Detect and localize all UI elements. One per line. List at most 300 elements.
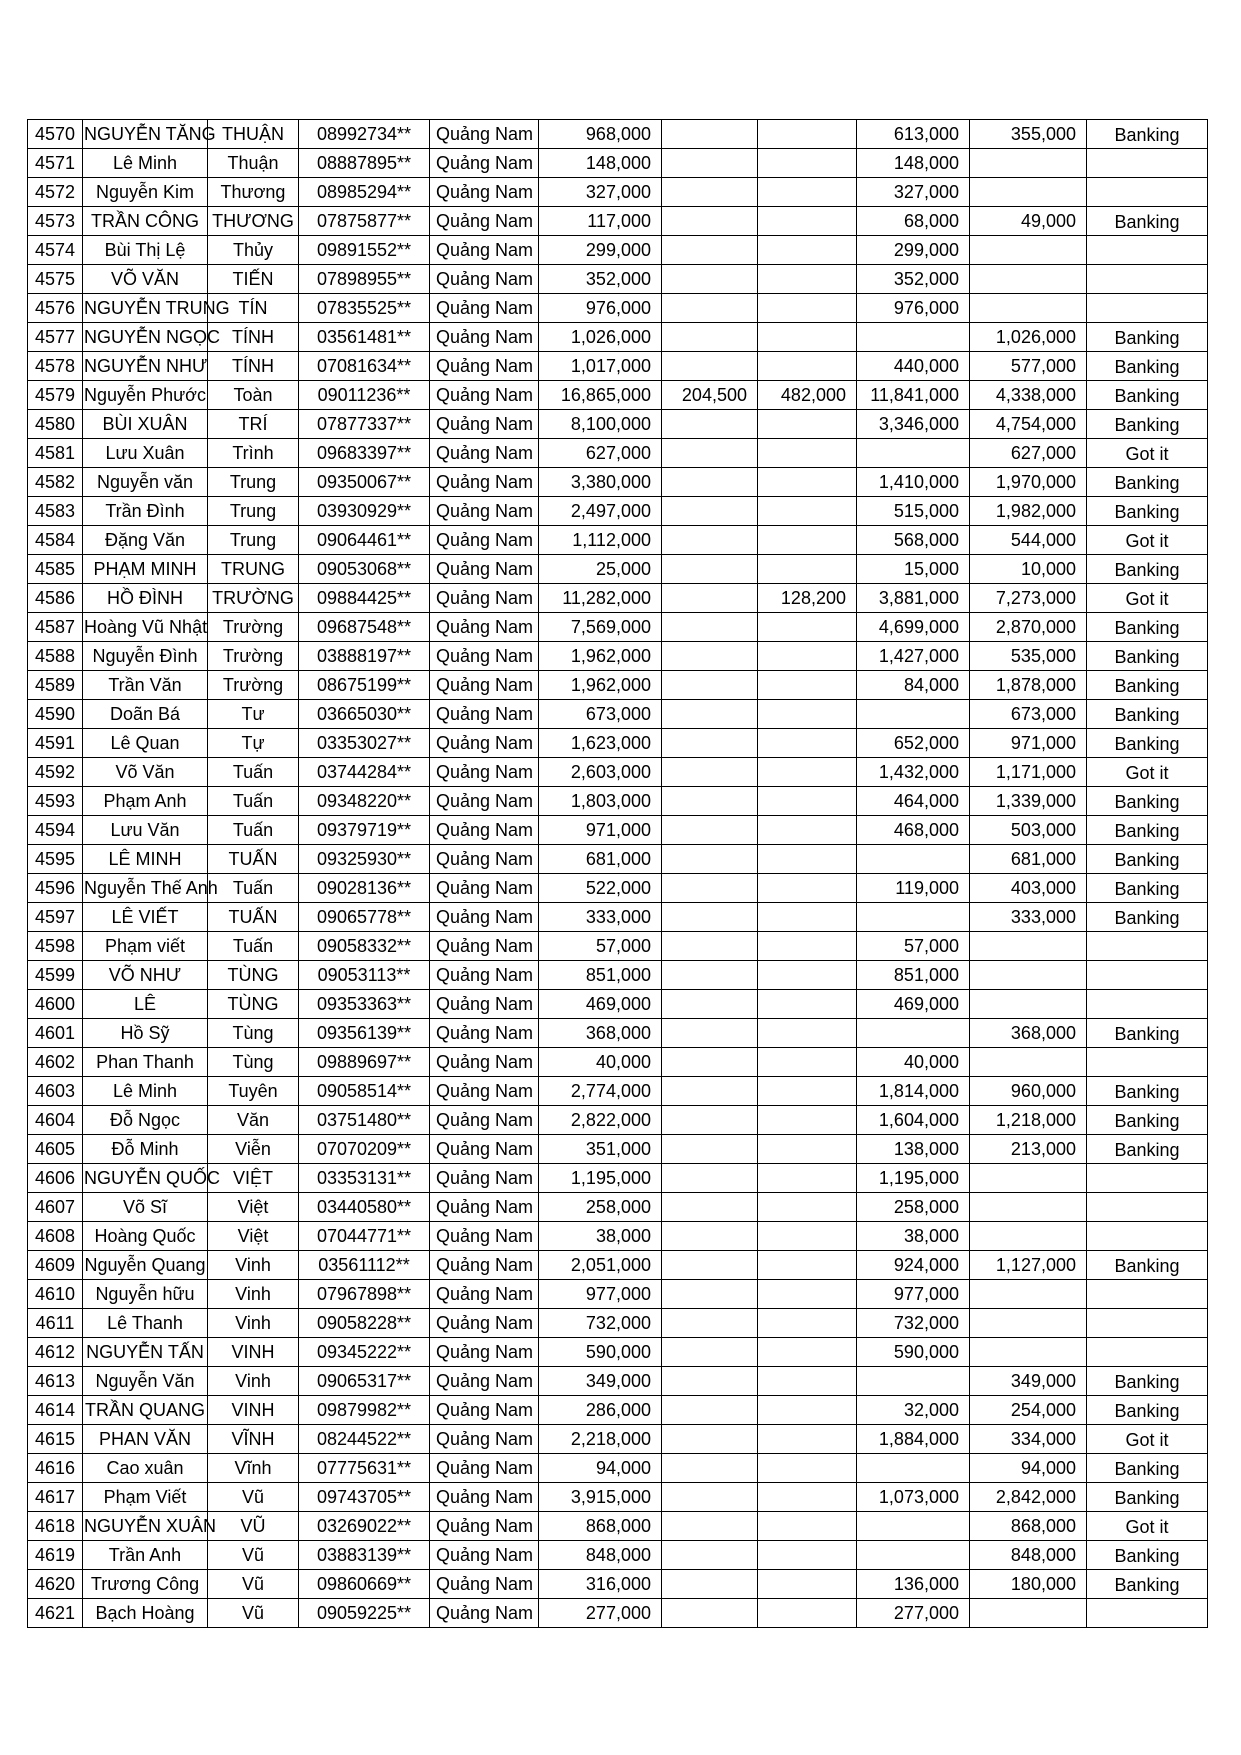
paid-amount-cell: 1,427,000 [857,642,970,671]
name-cell: VĨNH [208,1425,299,1454]
total-amount-cell: 258,000 [539,1193,662,1222]
record-id-cell: 4606 [28,1164,83,1193]
deduction-b-cell [758,265,857,294]
table-row [28,1454,1208,1483]
province-cell: Quảng Nam [430,1541,539,1570]
deduction-b-cell [758,1222,857,1251]
name-cell: Trung [208,526,299,555]
total-amount-cell: 299,000 [539,236,662,265]
given-names-cell: Lưu Xuân [83,439,208,468]
table-row [28,1106,1208,1135]
name-cell: Vinh [208,1367,299,1396]
name-cell: Tuấn [208,816,299,845]
total-amount-cell: 8,100,000 [539,410,662,439]
province-cell: Quảng Nam [430,1048,539,1077]
paid-amount-cell: 15,000 [857,555,970,584]
deduction-a-cell [662,1454,758,1483]
payment-method-cell [1087,1599,1208,1628]
deduction-a-cell [662,1599,758,1628]
phone-number-cell: 03930929** [299,497,430,526]
remaining-amount-cell: 1,127,000 [970,1251,1087,1280]
given-names-cell: NGUYỄN NHƯ [83,352,208,381]
total-amount-cell: 352,000 [539,265,662,294]
given-names-cell: Hoàng Vũ Nhật [83,613,208,642]
paid-amount-cell: 299,000 [857,236,970,265]
paid-amount-cell [857,700,970,729]
paid-amount-cell: 568,000 [857,526,970,555]
deduction-a-cell [662,526,758,555]
table-row [28,439,1208,468]
table-row [28,1512,1208,1541]
record-id-cell: 4598 [28,932,83,961]
name-cell: TRUNG [208,555,299,584]
payment-method-cell: Banking [1087,787,1208,816]
deduction-b-cell [758,236,857,265]
province-cell: Quảng Nam [430,1454,539,1483]
payment-method-cell [1087,1338,1208,1367]
paid-amount-cell [857,1367,970,1396]
phone-number-cell: 09059225** [299,1599,430,1628]
name-cell: Viễn [208,1135,299,1164]
given-names-cell: Lưu Văn [83,816,208,845]
paid-amount-cell: 464,000 [857,787,970,816]
table-row [28,874,1208,903]
deduction-b-cell [758,1193,857,1222]
total-amount-cell: 681,000 [539,845,662,874]
table-row [28,1048,1208,1077]
deduction-b-cell [758,613,857,642]
deduction-a-cell [662,120,758,149]
deduction-a-cell [662,729,758,758]
paid-amount-cell: 4,699,000 [857,613,970,642]
deduction-a-cell [662,1106,758,1135]
phone-number-cell: 09065778** [299,903,430,932]
given-names-cell: Trần Văn [83,671,208,700]
payment-method-cell [1087,1048,1208,1077]
total-amount-cell: 333,000 [539,903,662,932]
payment-method-cell: Banking [1087,1367,1208,1396]
deduction-b-cell [758,149,857,178]
remaining-amount-cell: 4,754,000 [970,410,1087,439]
name-cell: VINH [208,1396,299,1425]
record-id-cell: 4575 [28,265,83,294]
name-cell: Trung [208,497,299,526]
total-amount-cell: 1,026,000 [539,323,662,352]
payment-method-cell: Got it [1087,758,1208,787]
paid-amount-cell [857,1541,970,1570]
payment-method-cell: Banking [1087,1251,1208,1280]
paid-amount-cell: 469,000 [857,990,970,1019]
table-row [28,1396,1208,1425]
payment-method-cell: Banking [1087,613,1208,642]
given-names-cell: Nguyễn Quang [83,1251,208,1280]
phone-number-cell: 09860669** [299,1570,430,1599]
payment-ledger-table [27,119,1208,1628]
paid-amount-cell: 3,881,000 [857,584,970,613]
table-row [28,1367,1208,1396]
record-id-cell: 4602 [28,1048,83,1077]
table-row [28,1338,1208,1367]
payment-method-cell [1087,932,1208,961]
phone-number-cell: 07877337** [299,410,430,439]
total-amount-cell: 1,803,000 [539,787,662,816]
paid-amount-cell: 119,000 [857,874,970,903]
table-row [28,1164,1208,1193]
deduction-b-cell [758,671,857,700]
remaining-amount-cell: 10,000 [970,555,1087,584]
remaining-amount-cell: 349,000 [970,1367,1087,1396]
phone-number-cell: 09064461** [299,526,430,555]
deduction-a-cell [662,236,758,265]
deduction-a-cell [662,845,758,874]
deduction-a-cell [662,932,758,961]
phone-number-cell: 09053068** [299,555,430,584]
table-row [28,1193,1208,1222]
table-row [28,1309,1208,1338]
remaining-amount-cell [970,236,1087,265]
province-cell: Quảng Nam [430,1222,539,1251]
deduction-b-cell [758,729,857,758]
total-amount-cell: 2,218,000 [539,1425,662,1454]
record-id-cell: 4590 [28,700,83,729]
total-amount-cell: 976,000 [539,294,662,323]
province-cell: Quảng Nam [430,1396,539,1425]
table-row [28,236,1208,265]
phone-number-cell: 03888197** [299,642,430,671]
name-cell: TÍNH [208,323,299,352]
deduction-a-cell [662,1048,758,1077]
remaining-amount-cell: 544,000 [970,526,1087,555]
table-row [28,1135,1208,1164]
province-cell: Quảng Nam [430,265,539,294]
deduction-b-cell [758,352,857,381]
payment-method-cell [1087,294,1208,323]
table-row [28,207,1208,236]
record-id-cell: 4582 [28,468,83,497]
record-id-cell: 4574 [28,236,83,265]
deduction-b-cell [758,1338,857,1367]
province-cell: Quảng Nam [430,294,539,323]
paid-amount-cell: 977,000 [857,1280,970,1309]
deduction-a-cell [662,903,758,932]
remaining-amount-cell: 94,000 [970,1454,1087,1483]
payment-method-cell: Banking [1087,700,1208,729]
record-id-cell: 4609 [28,1251,83,1280]
table-row [28,758,1208,787]
record-id-cell: 4591 [28,729,83,758]
remaining-amount-cell: 2,870,000 [970,613,1087,642]
paid-amount-cell [857,1019,970,1048]
record-id-cell: 4573 [28,207,83,236]
deduction-a-cell [662,613,758,642]
payment-method-cell: Got it [1087,584,1208,613]
phone-number-cell: 09891552** [299,236,430,265]
deduction-b-cell [758,1280,857,1309]
record-id-cell: 4597 [28,903,83,932]
name-cell: Trường [208,671,299,700]
deduction-a-cell [662,294,758,323]
record-id-cell: 4584 [28,526,83,555]
deduction-a-cell [662,1425,758,1454]
paid-amount-cell: 1,604,000 [857,1106,970,1135]
record-id-cell: 4583 [28,497,83,526]
paid-amount-cell: 38,000 [857,1222,970,1251]
paid-amount-cell: 652,000 [857,729,970,758]
record-id-cell: 4603 [28,1077,83,1106]
given-names-cell: Hoàng Quốc [83,1222,208,1251]
remaining-amount-cell: 213,000 [970,1135,1087,1164]
name-cell: Trường [208,642,299,671]
paid-amount-cell: 136,000 [857,1570,970,1599]
given-names-cell: Phan Thanh [83,1048,208,1077]
total-amount-cell: 469,000 [539,990,662,1019]
deduction-b-cell [758,1164,857,1193]
record-id-cell: 4605 [28,1135,83,1164]
remaining-amount-cell: 403,000 [970,874,1087,903]
paid-amount-cell: 1,814,000 [857,1077,970,1106]
paid-amount-cell: 258,000 [857,1193,970,1222]
province-cell: Quảng Nam [430,1309,539,1338]
deduction-b-cell [758,555,857,584]
paid-amount-cell: 976,000 [857,294,970,323]
phone-number-cell: 03440580** [299,1193,430,1222]
total-amount-cell: 732,000 [539,1309,662,1338]
phone-number-cell: 09058228** [299,1309,430,1338]
name-cell: Vĩnh [208,1454,299,1483]
province-cell: Quảng Nam [430,1193,539,1222]
total-amount-cell: 1,962,000 [539,671,662,700]
total-amount-cell: 7,569,000 [539,613,662,642]
phone-number-cell: 07967898** [299,1280,430,1309]
remaining-amount-cell: 2,842,000 [970,1483,1087,1512]
name-cell: Toàn [208,381,299,410]
payment-method-cell: Banking [1087,671,1208,700]
given-names-cell: Cao xuân [83,1454,208,1483]
remaining-amount-cell: 49,000 [970,207,1087,236]
phone-number-cell: 09884425** [299,584,430,613]
payment-method-cell: Banking [1087,1077,1208,1106]
remaining-amount-cell [970,1193,1087,1222]
province-cell: Quảng Nam [430,207,539,236]
total-amount-cell: 627,000 [539,439,662,468]
total-amount-cell: 968,000 [539,120,662,149]
table-row [28,1570,1208,1599]
deduction-a-cell [662,700,758,729]
phone-number-cell: 07081634** [299,352,430,381]
name-cell: Tư [208,700,299,729]
payment-method-cell [1087,149,1208,178]
record-id-cell: 4578 [28,352,83,381]
table-row [28,787,1208,816]
paid-amount-cell [857,323,970,352]
paid-amount-cell: 613,000 [857,120,970,149]
table-row [28,1019,1208,1048]
record-id-cell: 4594 [28,816,83,845]
phone-number-cell: 09743705** [299,1483,430,1512]
given-names-cell: NGUYỄN XUÂN [83,1512,208,1541]
province-cell: Quảng Nam [430,1106,539,1135]
deduction-a-cell [662,410,758,439]
deduction-a-cell [662,555,758,584]
deduction-b-cell [758,1425,857,1454]
paid-amount-cell: 11,841,000 [857,381,970,410]
name-cell: VINH [208,1338,299,1367]
phone-number-cell: 03883139** [299,1541,430,1570]
remaining-amount-cell [970,961,1087,990]
phone-number-cell: 09058514** [299,1077,430,1106]
deduction-a-cell [662,265,758,294]
phone-number-cell: 07835525** [299,294,430,323]
province-cell: Quảng Nam [430,236,539,265]
record-id-cell: 4600 [28,990,83,1019]
deduction-a-cell [662,1193,758,1222]
record-id-cell: 4613 [28,1367,83,1396]
remaining-amount-cell: 1,026,000 [970,323,1087,352]
total-amount-cell: 94,000 [539,1454,662,1483]
payment-method-cell [1087,961,1208,990]
payment-method-cell [1087,178,1208,207]
record-id-cell: 4618 [28,1512,83,1541]
province-cell: Quảng Nam [430,990,539,1019]
phone-number-cell: 03665030** [299,700,430,729]
name-cell: Vũ [208,1541,299,1570]
given-names-cell: NGUYỄN TRUNG [83,294,208,323]
remaining-amount-cell: 7,273,000 [970,584,1087,613]
deduction-b-cell [758,903,857,932]
table-row [28,1251,1208,1280]
name-cell: Vũ [208,1570,299,1599]
table-row [28,642,1208,671]
given-names-cell: Nguyễn Đình [83,642,208,671]
province-cell: Quảng Nam [430,613,539,642]
given-names-cell: VÕ VĂN [83,265,208,294]
name-cell: Tự [208,729,299,758]
total-amount-cell: 1,623,000 [539,729,662,758]
phone-number-cell: 03353027** [299,729,430,758]
given-names-cell: Nguyễn Văn [83,1367,208,1396]
paid-amount-cell [857,1512,970,1541]
deduction-b-cell: 128,200 [758,584,857,613]
name-cell: Trình [208,439,299,468]
deduction-b-cell [758,323,857,352]
phone-number-cell: 09687548** [299,613,430,642]
remaining-amount-cell [970,149,1087,178]
phone-number-cell: 07070209** [299,1135,430,1164]
province-cell: Quảng Nam [430,381,539,410]
province-cell: Quảng Nam [430,1135,539,1164]
deduction-b-cell [758,1512,857,1541]
table-row [28,265,1208,294]
remaining-amount-cell [970,1222,1087,1251]
name-cell: TÙNG [208,990,299,1019]
name-cell: Tuyên [208,1077,299,1106]
province-cell: Quảng Nam [430,1570,539,1599]
payment-method-cell: Banking [1087,381,1208,410]
paid-amount-cell [857,845,970,874]
given-names-cell: Phạm Viết [83,1483,208,1512]
paid-amount-cell: 352,000 [857,265,970,294]
given-names-cell: Bùi Thị Lệ [83,236,208,265]
deduction-a-cell [662,787,758,816]
paid-amount-cell: 277,000 [857,1599,970,1628]
phone-number-cell: 08992734** [299,120,430,149]
deduction-a-cell [662,1483,758,1512]
deduction-a-cell [662,323,758,352]
table-row [28,845,1208,874]
deduction-b-cell: 482,000 [758,381,857,410]
deduction-b-cell [758,1048,857,1077]
paid-amount-cell: 1,884,000 [857,1425,970,1454]
payment-method-cell: Got it [1087,1425,1208,1454]
table-row [28,468,1208,497]
total-amount-cell: 851,000 [539,961,662,990]
record-id-cell: 4596 [28,874,83,903]
name-cell: Vinh [208,1280,299,1309]
phone-number-cell: 03751480** [299,1106,430,1135]
table-row [28,903,1208,932]
table-row [28,671,1208,700]
record-id-cell: 4599 [28,961,83,990]
remaining-amount-cell: 180,000 [970,1570,1087,1599]
province-cell: Quảng Nam [430,845,539,874]
province-cell: Quảng Nam [430,671,539,700]
deduction-b-cell [758,1135,857,1164]
payment-method-cell: Banking [1087,323,1208,352]
total-amount-cell: 868,000 [539,1512,662,1541]
record-id-cell: 4577 [28,323,83,352]
total-amount-cell: 40,000 [539,1048,662,1077]
ledger-body [28,120,1208,1628]
payment-method-cell: Banking [1087,642,1208,671]
total-amount-cell: 38,000 [539,1222,662,1251]
deduction-b-cell [758,1396,857,1425]
deduction-b-cell [758,120,857,149]
total-amount-cell: 1,017,000 [539,352,662,381]
total-amount-cell: 673,000 [539,700,662,729]
deduction-b-cell [758,1309,857,1338]
given-names-cell: Trương Công [83,1570,208,1599]
record-id-cell: 4593 [28,787,83,816]
given-names-cell: Nguyễn Phước [83,381,208,410]
remaining-amount-cell: 503,000 [970,816,1087,845]
record-id-cell: 4586 [28,584,83,613]
record-id-cell: 4585 [28,555,83,584]
remaining-amount-cell [970,265,1087,294]
given-names-cell: Đặng Văn [83,526,208,555]
table-row [28,961,1208,990]
paid-amount-cell: 68,000 [857,207,970,236]
phone-number-cell: 09065317** [299,1367,430,1396]
deduction-b-cell [758,526,857,555]
total-amount-cell: 977,000 [539,1280,662,1309]
record-id-cell: 4621 [28,1599,83,1628]
remaining-amount-cell: 333,000 [970,903,1087,932]
deduction-a-cell [662,816,758,845]
remaining-amount-cell: 627,000 [970,439,1087,468]
deduction-a-cell [662,874,758,903]
phone-number-cell: 03744284** [299,758,430,787]
payment-method-cell: Banking [1087,1019,1208,1048]
phone-number-cell: 07875877** [299,207,430,236]
name-cell: Tuấn [208,758,299,787]
record-id-cell: 4579 [28,381,83,410]
province-cell: Quảng Nam [430,903,539,932]
total-amount-cell: 16,865,000 [539,381,662,410]
deduction-a-cell [662,671,758,700]
record-id-cell: 4570 [28,120,83,149]
given-names-cell: Lê Quan [83,729,208,758]
name-cell: Thủy [208,236,299,265]
